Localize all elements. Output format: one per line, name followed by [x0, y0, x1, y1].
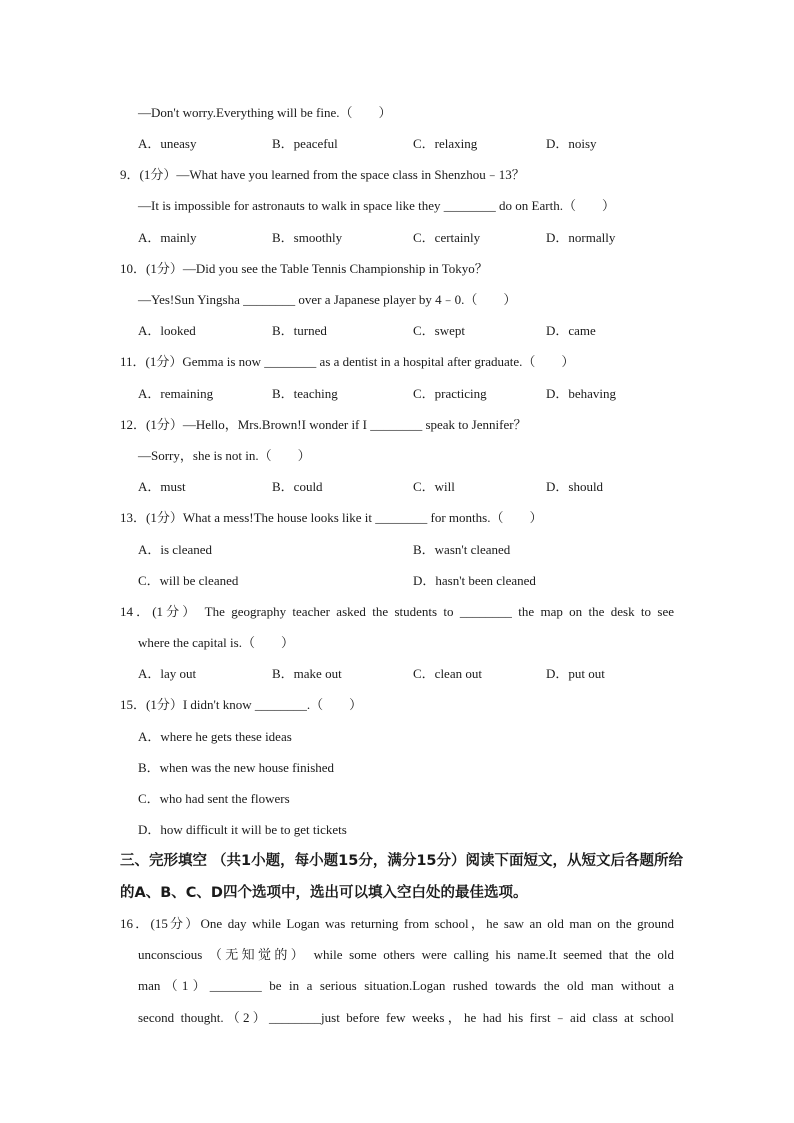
q12-stem: 12．(1分）—Hello，Mrs.Brown!I wonder if I ________ speak to Jennifer？ [120, 417, 527, 432]
q14-stem-line2: where the capital is.（ ） [138, 635, 294, 650]
q14-option-d: D．put out [546, 666, 605, 681]
q8-answer-line: —Don't worry.Everything will be fine.（ ） [138, 105, 392, 120]
q10-stem-line2: —Yes!Sun Yingsha ________ over a Japanese player by 4﹣0.（ ） [138, 292, 517, 307]
q11-option-d: D．behaving [546, 386, 617, 401]
q16-passage-line3: man（1）________ be in a serious situation.Logan rushed towards the old man without a [138, 978, 674, 993]
q14-option-a: A．lay out [138, 666, 197, 681]
q8-option-b: B．peaceful [272, 136, 338, 151]
q9-stem: 9．(1分）—What have you learned from the space class in Shenzhou﹣13？ [120, 167, 525, 182]
q10-option-a: A．looked [138, 323, 196, 338]
q15-option-d: D．how difficult it will be to get tickets [138, 822, 347, 837]
q9-option-c: C．certainly [413, 230, 481, 245]
q11-option-a: A．remaining [138, 386, 214, 401]
q16-passage-line4: second thought.（2）________just before few weeks，he had his first﹣aid class at school [138, 1010, 674, 1025]
q11-stem: 11．(1分）Gemma is now ________ as a dentist in a hospital after graduate.（ ） [120, 354, 575, 369]
q8-option-d: D．noisy [546, 136, 597, 151]
q9-option-b: B．smoothly [272, 230, 343, 245]
section-three-heading-line2: 的A、B、C、D四个选项中，选出可以填入空白处的最佳选项。 [120, 885, 528, 901]
q13-option-a: A．is cleaned [138, 542, 213, 557]
q10-option-b: B．turned [272, 323, 327, 338]
q13-stem: 13．(1分）What a mess!The house looks like it ________ for months.（ ） [120, 510, 543, 525]
q15-option-c: C．who had sent the flowers [138, 791, 290, 806]
q15-option-a: A．where he gets these ideas [138, 729, 292, 744]
q14-stem: 14．(1分） The geography teacher asked the students to ________ the map on the desk to see [120, 604, 674, 619]
q15-option-b: B．when was the new house finished [138, 760, 335, 775]
q8-option-a: A．uneasy [138, 136, 197, 151]
q12-option-d: D．should [546, 479, 604, 494]
q9-stem-line2: —It is impossible for astronauts to walk in space like they ________ do on Earth.（ ） [138, 198, 615, 213]
section-three-heading: 三、完形填空 （共1小题，每小题15分，满分15分）阅读下面短文，从短文后各题所给 [120, 853, 683, 869]
q14-option-c: C．clean out [413, 666, 482, 681]
q8-option-c: C．relaxing [413, 136, 478, 151]
q10-stem: 10．(1分）—Did you see the Table Tennis Championship in Tokyo？ [120, 261, 488, 276]
q12-option-c: C．will [413, 479, 455, 494]
q12-option-b: B．could [272, 479, 323, 494]
q16-passage-line2: unconscious （无知觉的） while some others were calling his name.It seemed that the old [138, 947, 674, 962]
q11-option-b: B．teaching [272, 386, 338, 401]
q16-passage-line1: 16．(15分）One day while Logan was returning from school，he saw an old man on the ground [120, 916, 674, 931]
q10-option-d: D．came [546, 323, 596, 338]
q13-option-c: C．will be cleaned [138, 573, 239, 588]
q13-option-d: D．hasn't been cleaned [413, 573, 536, 588]
q10-option-c: C．swept [413, 323, 466, 338]
q12-option-a: A．must [138, 479, 186, 494]
q13-option-b: B．wasn't cleaned [413, 542, 511, 557]
q9-option-d: D．normally [546, 230, 616, 245]
q12-stem-line2: —Sorry，she is not in.（ ） [138, 448, 311, 463]
q11-option-c: C．practicing [413, 386, 487, 401]
q9-option-a: A．mainly [138, 230, 197, 245]
q14-option-b: B．make out [272, 666, 342, 681]
q15-stem: 15．(1分）I didn't know ________.（ ） [120, 697, 363, 712]
